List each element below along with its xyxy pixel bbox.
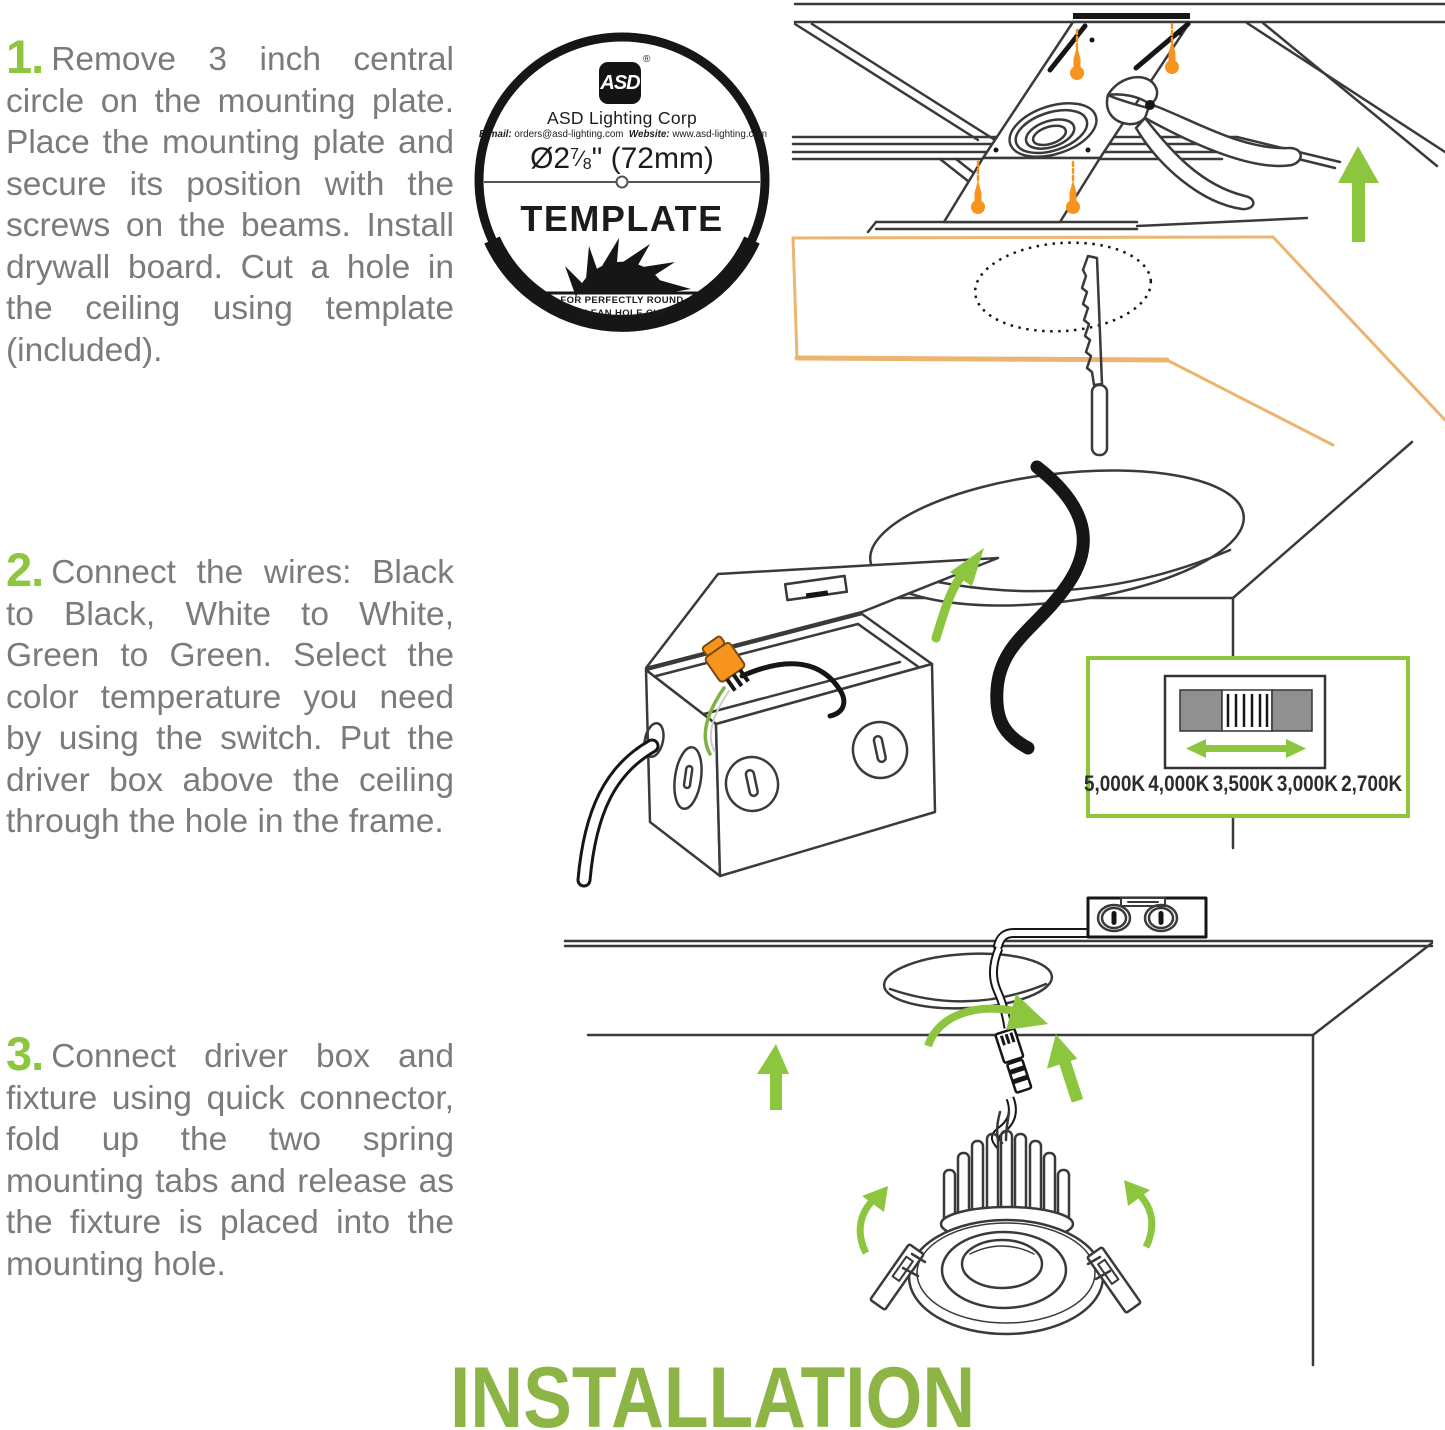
template-tagline-1: FOR PERFECTLY ROUND: [560, 295, 684, 306]
cct-temperature-labels: [1084, 771, 1402, 797]
cutout-circle-dashed: [972, 237, 1154, 337]
step-2-number: 2.: [6, 543, 44, 596]
up-arrow-left-icon: [757, 1044, 789, 1110]
cct-label-4000k: 4,000K: [1148, 771, 1210, 796]
drywall-panel: [793, 237, 1445, 445]
cct-label-3000k: 3,000K: [1276, 771, 1338, 796]
registered-trademark-symbol: ®: [643, 54, 651, 65]
template-contact-line: [479, 129, 768, 140]
template-title: TEMPLATE: [520, 198, 724, 239]
cct-label-3500k: 3,500K: [1212, 771, 1274, 796]
fold-arrow-left-icon: [860, 1186, 888, 1253]
cct-label-5000k: 5,000K: [1084, 771, 1146, 796]
fold-arrow-right-icon: [1124, 1180, 1152, 1247]
website-value: www.asd-lighting.com: [672, 129, 768, 140]
step-3-number: 3.: [6, 1027, 44, 1080]
asd-logo-text: ASD: [600, 71, 640, 94]
email-label: E-mail:: [479, 129, 512, 140]
step-1-body: Remove 3 inch central circle on the mounting plate. Place the mounting plate and secure its position with the screws on the beams. Install drywall board. Cut a hole in the ceiling using template (included).: [6, 41, 454, 369]
template-tagline-2: CLEAN HOLE CUT: [577, 308, 667, 319]
email-value: orders@asd-lighting.com: [514, 129, 624, 140]
template-company-name: ASD Lighting Corp: [546, 108, 698, 128]
up-arrow-right-icon: [1038, 1030, 1090, 1106]
ceiling-hole: [883, 950, 1054, 1013]
step-1-number: 1.: [6, 30, 44, 83]
step-3-body: Connect driver box and fixture using quick connector, fold up the two spring mounting tabs and release as the fixture is placed into the mounting hole.: [6, 1038, 454, 1283]
up-arrow-icon: [1338, 146, 1379, 242]
step-2-body: Connect the wires: Black to Black, White to White, Green to Green. Select the color temperature you need by using the switch. Put the driver box above the ceiling through the hole in the frame.: [6, 554, 454, 840]
step-2-text: [6, 543, 454, 843]
driver-box-on-ceiling: [998, 898, 1206, 946]
ceiling-grid-diagram: [793, 4, 1445, 242]
page-title: INSTALLATION: [450, 1350, 976, 1430]
website-label: Website:: [628, 129, 670, 140]
step-1-text: [6, 30, 454, 371]
recessed-fixture: [870, 1112, 1141, 1334]
asd-logo: [599, 62, 641, 104]
step-3-text: [6, 1027, 454, 1285]
jab-saw-icon: [1082, 256, 1107, 455]
cct-label-2700k: 2,700K: [1341, 771, 1403, 796]
template-diameter: $Ø2^7⁄8$" (72mm): [530, 142, 714, 175]
